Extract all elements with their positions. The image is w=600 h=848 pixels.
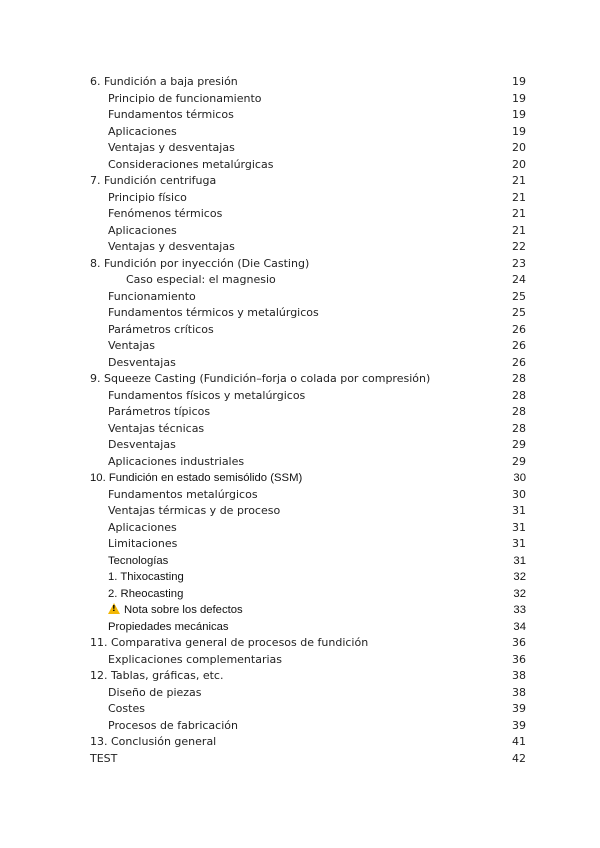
toc-entry-label — [108, 454, 244, 471]
toc-entry-text: Principio físico — [108, 190, 187, 204]
toc-entry-label — [90, 74, 238, 91]
toc-entry-page-number: 21 — [512, 207, 526, 220]
toc-entry-page-number: 25 — [512, 289, 526, 303]
toc-entry-text: Limitaciones — [108, 537, 178, 550]
toc-entry-text: Ventajas térmicas y de proceso — [108, 504, 281, 517]
toc-entry-text: Desventajas — [108, 438, 176, 451]
toc-entry[interactable] — [0, 586, 600, 603]
toc-entry[interactable] — [0, 619, 600, 636]
toc-entry-label — [108, 107, 234, 124]
toc-entry[interactable] — [0, 635, 600, 652]
toc-entry-label — [108, 652, 282, 669]
toc-entry-label — [108, 355, 176, 372]
toc-entry-page-number: 33 — [513, 604, 526, 616]
toc-entry-text: Parámetros críticos — [108, 322, 214, 336]
toc-entry-label — [90, 734, 216, 751]
toc-entry-label — [90, 668, 223, 685]
toc-entry[interactable] — [0, 536, 600, 553]
toc-entry[interactable] — [0, 602, 600, 619]
toc-entry-text: Aplicaciones — [108, 124, 177, 138]
toc-entry[interactable] — [0, 553, 600, 570]
toc-entry[interactable] — [0, 206, 600, 223]
toc-entry-page-number: 20 — [512, 141, 526, 154]
toc-entry-label — [108, 338, 155, 355]
toc-entry-page-number: 28 — [512, 388, 526, 402]
toc-entry[interactable] — [0, 355, 600, 372]
toc-entry-page-number: 32 — [513, 587, 526, 600]
toc-entry-page-number: 19 — [512, 108, 526, 121]
toc-entry-page-number: 39 — [512, 702, 526, 715]
toc-entry-label — [108, 701, 145, 718]
toc-entry[interactable] — [0, 685, 600, 702]
toc-entry-text: Desventajas — [108, 355, 176, 369]
toc-entry[interactable] — [0, 371, 600, 388]
toc-entry-text: Fundamentos térmicos y metalúrgicos — [108, 306, 319, 319]
toc-entry[interactable] — [0, 388, 600, 405]
toc-entry-text: Tecnologías — [108, 554, 169, 567]
toc-entry-page-number: 30 — [512, 487, 526, 501]
toc-entry-label — [108, 289, 196, 306]
toc-entry-page-number: 41 — [512, 735, 526, 748]
toc-entry-label — [108, 190, 187, 207]
toc-entry-page-number: 38 — [512, 685, 526, 699]
toc-entry-text: Principio de funcionamiento — [108, 91, 262, 105]
toc-entry[interactable] — [0, 503, 600, 520]
toc-entry[interactable] — [0, 223, 600, 240]
toc-entry-label — [108, 223, 177, 240]
toc-entry-page-number: 22 — [512, 240, 526, 253]
toc-entry[interactable] — [0, 487, 600, 504]
toc-entry[interactable] — [0, 751, 600, 768]
toc-entry-text: Ventajas — [108, 339, 155, 352]
toc-entry-text: Fenómenos térmicos — [108, 207, 223, 220]
toc-entry-text: TEST — [90, 751, 118, 765]
toc-entry-page-number: 21 — [512, 174, 526, 187]
toc-entry[interactable] — [0, 569, 600, 586]
toc-entry-label — [108, 503, 280, 520]
toc-entry[interactable] — [0, 289, 600, 306]
toc-entry-text: Ventajas y desventajas — [108, 141, 235, 154]
toc-entry[interactable] — [0, 173, 600, 190]
toc-entry-label — [108, 487, 258, 504]
toc-entry-label — [90, 371, 430, 388]
toc-entry-label — [108, 718, 238, 735]
toc-entry-page-number: 20 — [512, 157, 526, 171]
toc-entry[interactable] — [0, 437, 600, 454]
toc-entry[interactable] — [0, 668, 600, 685]
toc-entry-label — [108, 157, 273, 174]
toc-entry[interactable] — [0, 404, 600, 421]
toc-entry-label — [108, 619, 229, 636]
toc-entry-text: 1. Thixocasting — [108, 571, 184, 583]
toc-entry-page-number: 29 — [512, 438, 526, 451]
toc-entry[interactable] — [0, 454, 600, 471]
toc-entry-text: 7. Fundición centrifuga — [90, 174, 217, 187]
toc-entry-page-number: 42 — [512, 751, 526, 765]
toc-entry-page-number: 30 — [513, 472, 526, 484]
toc-entry[interactable] — [0, 470, 600, 487]
toc-entry-page-number: 25 — [512, 306, 526, 319]
toc-entry-label — [108, 520, 177, 537]
toc-entry[interactable] — [0, 239, 600, 256]
toc-entry-label — [90, 173, 216, 190]
toc-entry[interactable] — [0, 305, 600, 322]
toc-entry-text: Fundamentos térmicos — [108, 108, 234, 121]
toc-entry-page-number: 36 — [512, 636, 526, 649]
toc-entry-text: Aplicaciones industriales — [108, 454, 245, 468]
toc-entry-page-number: 28 — [512, 372, 526, 385]
toc-entry[interactable] — [0, 74, 600, 91]
toc-entry-label — [108, 239, 235, 256]
toc-entry-page-number: 31 — [512, 537, 526, 550]
toc-entry-label — [108, 421, 204, 438]
toc-entry-text: Aplicaciones — [108, 223, 177, 237]
toc-entry-text: 6. Fundición a baja presión — [90, 75, 238, 88]
toc-entry-page-number: 26 — [512, 339, 526, 352]
toc-entry-label — [126, 272, 276, 289]
toc-entry-label — [108, 322, 214, 339]
toc-entry-page-number: 32 — [513, 571, 526, 583]
toc-entry-page-number: 21 — [512, 190, 526, 204]
toc-entry-label — [90, 256, 309, 273]
toc-entry-page-number: 24 — [512, 273, 526, 286]
toc-entry-text: Diseño de piezas — [108, 685, 202, 699]
toc-entry-text: 12. Tablas, gráficas, etc. — [90, 669, 224, 682]
toc-entry-page-number: 26 — [512, 322, 526, 336]
toc-entry-text: 2. Rheocasting — [108, 587, 184, 600]
toc-entry[interactable] — [0, 190, 600, 207]
toc-entry-page-number: 34 — [513, 620, 526, 633]
toc-entry-text: 8. Fundición por inyección (Die Casting) — [90, 256, 310, 270]
toc-entry-page-number: 39 — [512, 718, 526, 732]
table-of-contents — [0, 74, 600, 767]
toc-entry-text: Fundamentos metalúrgicos — [108, 487, 258, 501]
toc-entry-page-number: 38 — [512, 669, 526, 682]
toc-entry-label — [90, 470, 302, 487]
toc-entry-label — [108, 602, 243, 619]
toc-entry-text: Aplicaciones — [108, 520, 177, 534]
toc-entry[interactable] — [0, 520, 600, 537]
toc-entry-label — [108, 91, 262, 108]
toc-entry[interactable] — [0, 140, 600, 157]
toc-entry-label — [90, 751, 117, 768]
toc-entry[interactable] — [0, 701, 600, 718]
toc-entry[interactable] — [0, 322, 600, 339]
toc-entry-label — [108, 206, 222, 223]
toc-entry-text: Costes — [108, 702, 145, 715]
toc-entry-label — [108, 586, 183, 603]
toc-entry-text: 11. Comparativa general de procesos de fundición — [90, 636, 369, 649]
toc-entry-text: Procesos de fabricación — [108, 718, 238, 732]
toc-entry-page-number: 31 — [512, 520, 526, 534]
toc-entry-text: Nota sobre los defectos — [124, 604, 243, 616]
toc-entry-page-number: 19 — [512, 75, 526, 88]
toc-entry-text: Propiedades mecánicas — [108, 620, 229, 633]
toc-entry[interactable] — [0, 124, 600, 141]
toc-entry-text: Caso especial: el magnesio — [126, 273, 276, 286]
toc-entry-text: Ventajas técnicas — [108, 421, 205, 435]
toc-entry-text: Funcionamiento — [108, 289, 196, 303]
toc-entry-text: Fundamentos físicos y metalúrgicos — [108, 388, 306, 402]
toc-entry-page-number: 23 — [512, 256, 526, 270]
warning-icon — [108, 603, 120, 614]
toc-entry[interactable] — [0, 421, 600, 438]
toc-entry-page-number: 28 — [512, 421, 526, 435]
toc-entry[interactable] — [0, 256, 600, 273]
toc-entry-page-number: 26 — [512, 355, 526, 369]
toc-entry-page-number: 31 — [512, 504, 526, 517]
toc-entry[interactable] — [0, 718, 600, 735]
toc-entry-text: 9. Squeeze Casting (Fundición–forja o colada por compresión) — [90, 372, 431, 385]
toc-entry-label — [108, 388, 305, 405]
toc-entry[interactable] — [0, 91, 600, 108]
toc-entry-text: 10. Fundición en estado semisólido (SSM) — [90, 472, 303, 484]
toc-entry[interactable] — [0, 652, 600, 669]
toc-entry-text: Ventajas y desventajas — [108, 240, 235, 253]
toc-entry-text: 13. Conclusión general — [90, 735, 217, 748]
toc-entry-label — [108, 124, 177, 141]
toc-entry-label — [108, 140, 235, 157]
toc-entry-page-number: 36 — [512, 652, 526, 666]
toc-entry-label — [108, 536, 177, 553]
toc-entry-page-number: 31 — [513, 554, 526, 567]
toc-entry-page-number: 28 — [512, 405, 526, 418]
toc-entry-text: Explicaciones complementarias — [108, 652, 283, 666]
toc-entry[interactable] — [0, 338, 600, 355]
toc-entry-page-number: 29 — [512, 454, 526, 468]
toc-entry-text: Parámetros típicos — [108, 405, 211, 418]
toc-entry-page-number: 19 — [512, 91, 526, 105]
toc-entry-label — [108, 305, 319, 322]
toc-entry-text: Consideraciones metalúrgicas — [108, 157, 274, 171]
toc-entry-page-number: 21 — [512, 223, 526, 237]
toc-entry[interactable] — [0, 157, 600, 174]
toc-entry-label — [108, 685, 202, 702]
toc-entry-label — [108, 404, 210, 421]
toc-entry-label — [108, 569, 184, 586]
toc-entry[interactable] — [0, 734, 600, 751]
toc-entry-label — [108, 553, 168, 570]
toc-entry-page-number: 19 — [512, 124, 526, 138]
toc-entry-label — [90, 635, 368, 652]
toc-entry[interactable] — [0, 272, 600, 289]
toc-entry[interactable] — [0, 107, 600, 124]
toc-entry-label — [108, 437, 176, 454]
